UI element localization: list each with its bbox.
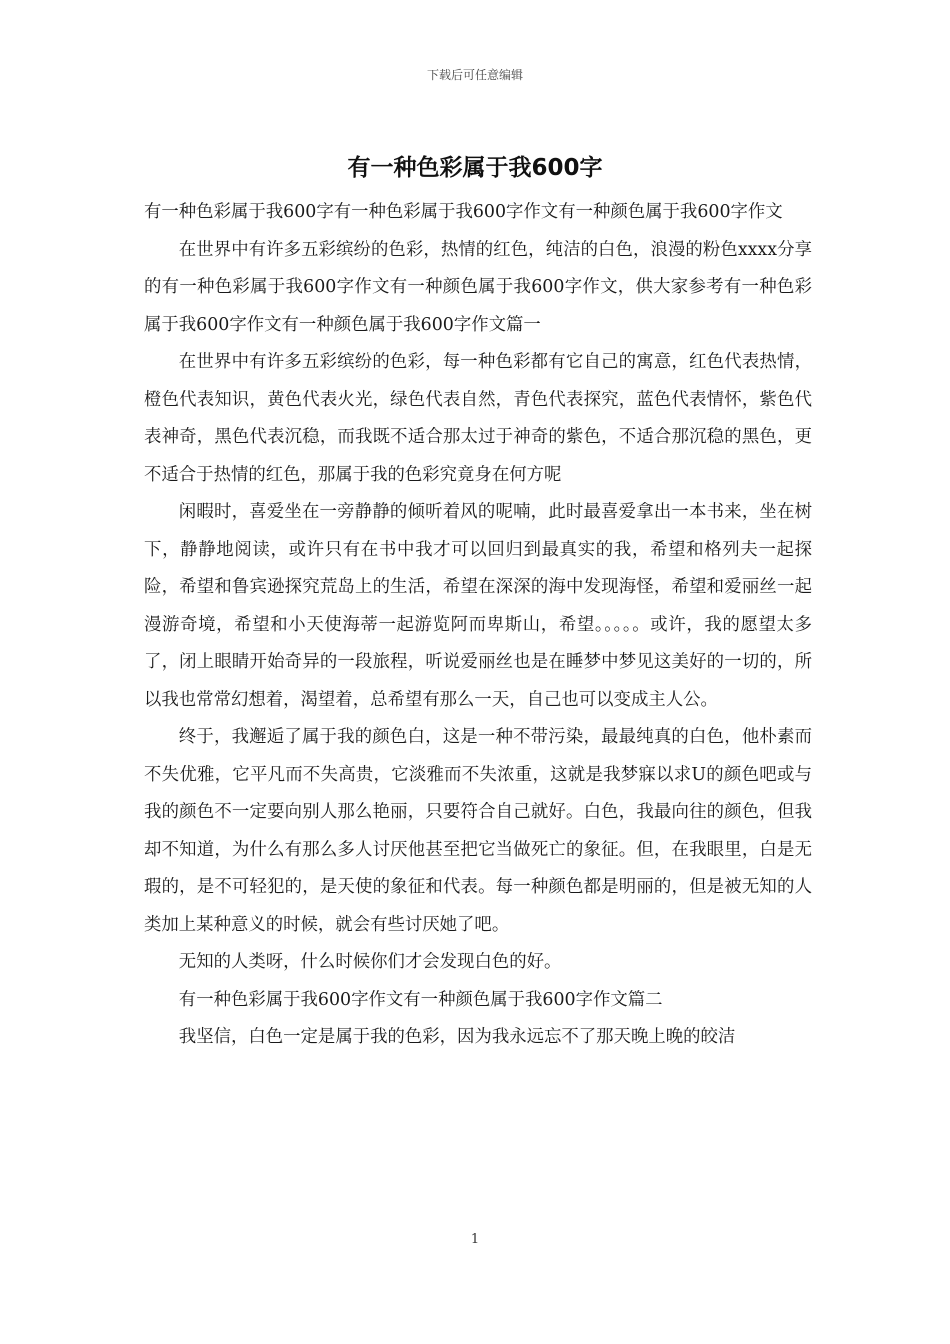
- paragraph: 我坚信，白色一定是属于我的色彩，因为我永远忘不了那天晚上晚的皎洁: [178, 1027, 736, 1047]
- paragraph: 在世界中有许多五彩缤纷的色彩，每一种色彩都有它自己的寓意，红色代表热情，橙色代表知识，黄色代表火光，绿色代表自然，青色代表探究，蓝色代表情怀，紫色代表神奇，黑色代表沉稳，而我既不适合那太过于神奇的紫色，不适合那沉稳的黑色，更不适合于热情的红色，那属于我的色彩究竟身在何方呢: [144, 352, 812, 485]
- section-heading-part-two: 有一种色彩属于我600字作文有一种颜色属于我600字作文篇二: [178, 989, 663, 1010]
- document-title: 有一种色彩属于我600字: [347, 155, 603, 181]
- paragraph: 终于，我邂逅了属于我的颜色白，这是一种不带污染，最最纯真的白色，他朴素而不失优雅，它平凡而不失高贵，它淡雅而不失浓重，这就是我梦寐以求U的颜色吧或与我的颜色不一定要向别人那么艳丽，只要符合自己就好。白色，我最向往的颜色，但我却不知道，为什么有那么多人讨厌他甚至把它当做死亡的象征。但，在我眼里，白是无瑕的，是不可轻犯的，是天使的象征和代表。每一种颜色都是明丽的，但是被无知的人类加上某种意义的时候，就会有些讨厌她了吧。: [144, 727, 812, 935]
- paragraph: 无知的人类呀，什么时候你们才会发现白色的好。: [178, 952, 562, 972]
- page-header-note: 下载后可任意编辑: [426, 68, 523, 82]
- paragraph-intro: 有一种色彩属于我600字有一种色彩属于我600字作文有一种颜色属于我600字作文: [144, 202, 783, 222]
- paragraph: 闲暇时，喜爱坐在一旁静静的倾听着风的呢喃，此时最喜爱拿出一本书来，坐在树下，静静地阅读，或许只有在书中我才可以回归到最真实的我，希望和格列夫一起探险，希望和鲁宾逊探究荒岛上的生活，希望在深深的海中发现海怪，希望和爱丽丝一起漫游奇境，希望和小天使海蒂一起游览阿而卑斯山，希望。。。。。或许，我的愿望太多了，闭上眼睛开始奇异的一段旅程，听说爱丽丝也是在睡梦中梦见这美好的一切的，所以我也常常幻想着，渴望着，总希望有那么一天，自己也可以变成主人公。: [144, 502, 812, 710]
- document-body: [144, 194, 812, 1057]
- page-number: 1: [470, 1232, 480, 1247]
- paragraph: 在世界中有许多五彩缤纷的色彩，热情的红色，纯洁的白色，浪漫的粉色xxxx分享的有一种色彩属于我600字作文有一种颜色属于我600字作文，供大家参考有一种色彩属于我600字作文有一种颜色属于我600字作文篇一: [144, 239, 812, 335]
